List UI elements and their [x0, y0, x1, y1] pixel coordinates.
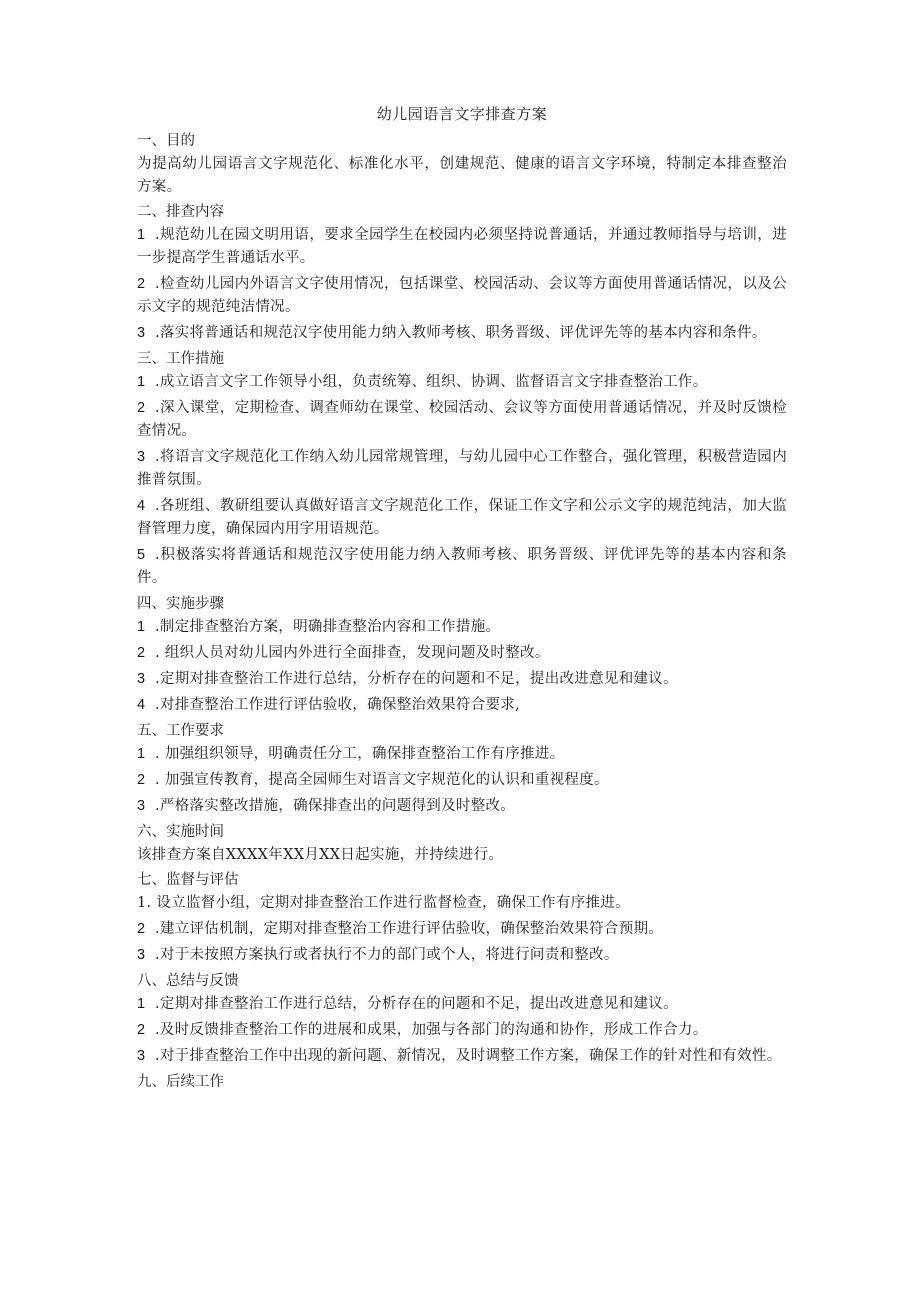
list-item-text: .各班组、教研组要认真做好语言文字规范化工作，保证工作文字和公示文字的规范纯洁，加大监督管理力度，确保园内用字用语规范。 [137, 498, 787, 537]
list-item [137, 694, 787, 717]
list-item-text: .检查幼儿园内外语言文字使用情况，包括课堂、校园活动、会议等方面使用普通话情况，以及公示文字的规范纯洁情况。 [137, 276, 787, 315]
list-item-number: 3 [137, 325, 146, 341]
list-item [137, 892, 787, 915]
section-heading: 七、监督与评估 [137, 872, 239, 888]
section-heading: 三、工作措施 [137, 351, 224, 367]
list-item-number: 2 [137, 772, 146, 788]
list-item-number: 2 [137, 1022, 146, 1038]
list-item-number: 1 [137, 996, 146, 1012]
list-item-text: .积极落实将普通话和规范汉字使用能力纳入教师考核、职务晋级、评优评先等的基本内容和条件。 [137, 547, 787, 586]
list-item-number: 2 [137, 921, 146, 937]
section-paragraph: 该排查方案自XXXX年XX月XX日起实施，并持续进行。 [137, 847, 504, 863]
list-item-number: 3 [137, 1048, 146, 1064]
section-heading: 五、工作要求 [137, 723, 224, 739]
list-item [137, 668, 787, 691]
list-item-number: 2 [137, 276, 146, 292]
list-item-text: 1. 设立监督小组，定期对排查整治工作进行监督检查，确保工作有序推进。 [137, 895, 630, 911]
list-item-text: .定期对排查整治工作进行总结，分析存在的问题和不足，提出改进意见和建议。 [155, 671, 678, 687]
list-item-text: . 组织人员对幼儿园内外进行全面排查，发现问题及时整改。 [155, 645, 550, 661]
list-item [137, 273, 787, 319]
list-item [137, 224, 787, 270]
list-item-number: 5 [137, 547, 146, 563]
list-item [137, 944, 787, 967]
list-item-text: .严格落实整改措施，确保排查出的问题得到及时整改。 [155, 798, 516, 814]
list-item-number: 3 [137, 449, 146, 465]
list-item-number: 3 [137, 671, 146, 687]
list-item [137, 544, 787, 590]
list-item-text: .将语言文字规范化工作纳入幼儿园常规管理，与幼儿园中心工作整合，强化管理，积极营造园内推普氛围。 [137, 449, 787, 488]
list-item-number: 2 [137, 400, 146, 416]
section-heading: 八、总结与反馈 [137, 973, 239, 989]
list-item [137, 918, 787, 941]
list-item-text: .制定排查整治方案，明确排查整治内容和工作措施。 [155, 619, 501, 635]
list-item [137, 446, 787, 492]
list-item-number: 1 [137, 374, 146, 390]
list-item-number: 2 [137, 645, 146, 661]
list-item [137, 322, 787, 345]
list-item [137, 642, 787, 665]
list-item-number: 1 [137, 746, 146, 762]
list-item-text: .对于未按照方案执行或者执行不力的部门或个人，将进行问责和整改。 [155, 947, 619, 963]
list-item [137, 397, 787, 443]
section-heading: 四、实施步骤 [137, 596, 224, 612]
list-item-text: .定期对排查整治工作进行总结，分析存在的问题和不足，提出改进意见和建议。 [155, 996, 678, 1012]
list-item [137, 1019, 787, 1042]
list-item [137, 769, 787, 792]
list-item-number: 4 [137, 498, 146, 514]
list-item-text: .建立评估机制，定期对排查整治工作进行评估验收，确保整治效果符合预期。 [155, 921, 664, 937]
list-item [137, 993, 787, 1016]
list-item-text: .深入课堂，定期检查、调查师幼在课堂、校园活动、会议等方面使用普通话情况，并及时反馈检查情况。 [137, 400, 787, 439]
section-heading: 六、实施时间 [137, 824, 224, 840]
list-item [137, 371, 787, 394]
list-item [137, 616, 787, 639]
list-item-text: .落实将普通话和规范汉字使用能力纳入教师考核、职务晋级、评优评先等的基本内容和条件。 [155, 325, 767, 341]
document-body [137, 130, 787, 1094]
list-item-text: .规范幼儿在园文明用语，要求全园学生在校园内必须坚持说普通话，并通过教师指导与培训，进一步提高学生普通话水平。 [137, 227, 787, 266]
list-item-number: 3 [137, 947, 146, 963]
list-item [137, 495, 787, 541]
list-item-text: .对排查整治工作进行评估验收，确保整治效果符合要求, [155, 697, 521, 713]
list-item-text: . 加强组织领导，明确责任分工，确保排查整治工作有序推进。 [155, 746, 565, 762]
list-item-number: 1 [137, 619, 146, 635]
document-title: 幼儿园语言文字排查方案 [376, 105, 548, 123]
list-item-number: 3 [137, 798, 146, 814]
list-item-number: 1 [137, 227, 146, 243]
document-page [137, 104, 787, 1094]
section-heading: 一、目的 [137, 133, 195, 149]
section-heading: 九、后续工作 [137, 1074, 224, 1090]
section-paragraph: 为提高幼儿园语言文字规范化、标准化水平，创建规范、健康的语言文字环境，特制定本排查整治方案。 [137, 156, 787, 195]
list-item-text: .对于排查整治工作中出现的新问题、新情况，及时调整工作方案，确保工作的针对性和有效性。 [155, 1048, 782, 1064]
list-item-text: .及时反馈排查整治工作的进展和成果，加强与各部门的沟通和协作，形成工作合力。 [155, 1022, 708, 1038]
list-item [137, 743, 787, 766]
list-item [137, 1045, 787, 1068]
list-item-text: . 加强宣传教育，提高全园师生对语言文字规范化的认识和重视程度。 [155, 772, 609, 788]
list-item-number: 4 [137, 697, 146, 713]
list-item-text: .成立语言文字工作领导小组，负责统筹、组织、协调、监督语言文字排查整治工作。 [155, 374, 708, 390]
section-heading: 二、排查内容 [137, 204, 224, 220]
list-item [137, 795, 787, 818]
